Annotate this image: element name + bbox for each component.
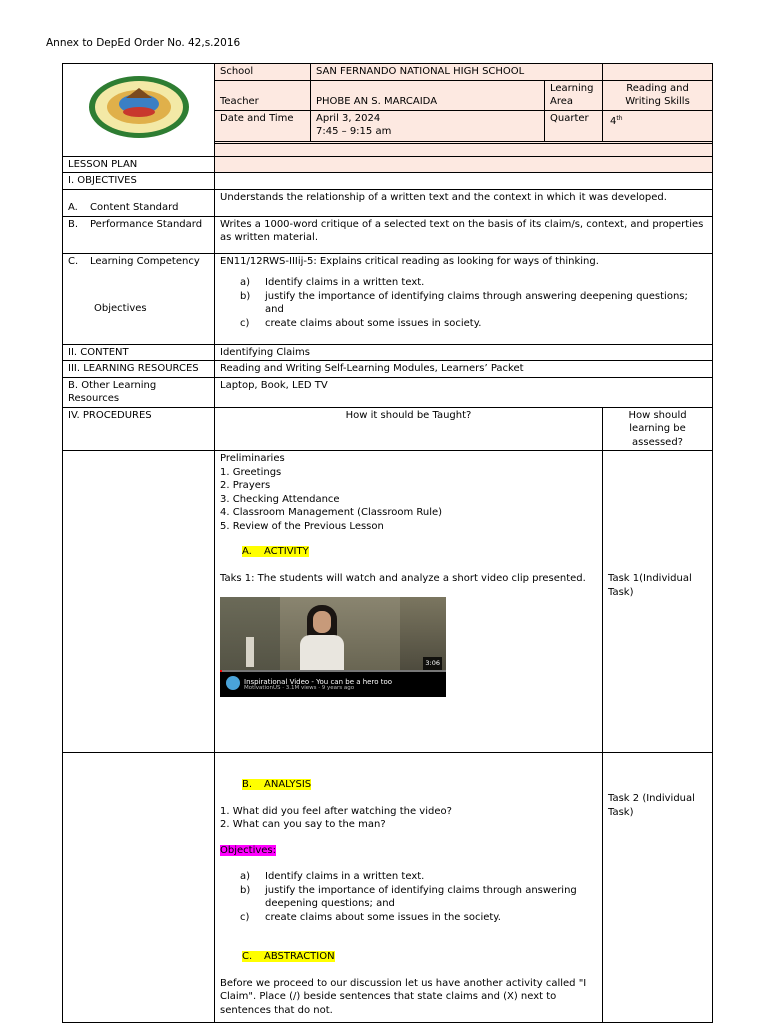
activity-heading: A. ACTIVITY	[242, 546, 309, 557]
content-standard-text: Understands the relationship of a written text and the context in which it was developed.	[215, 189, 713, 216]
date-time-cell	[311, 110, 545, 141]
quarter-value: 4	[610, 115, 617, 127]
step-item: 3. Checking Attendance	[220, 493, 340, 505]
quarter-cell	[603, 110, 713, 141]
procedure-block-1	[215, 451, 603, 753]
step-item: 4. Classroom Management (Classroom Rule)	[220, 507, 443, 518]
abstraction-heading: C. ABSTRACTION	[242, 951, 335, 962]
date-label: Date and Time	[215, 110, 311, 141]
annex-header: Annex to DepEd Order No. 42,s.2016	[46, 37, 241, 49]
blank-cell	[603, 64, 713, 81]
question-item: 2. What can you say to the man?	[220, 819, 386, 830]
learning-area-label: Learning Area	[545, 80, 603, 110]
abstraction-text: Before we proceed to our discussion let us have another activity called "I Claim". Place (/) beside sentences that state claims and (X) next to sentences that do not.	[220, 977, 587, 1016]
preliminaries-label: Preliminaries	[220, 453, 285, 464]
objectives-highlight: Objectives:	[220, 844, 276, 856]
objectives-label: Objectives	[94, 303, 147, 314]
content-label: II. CONTENT	[63, 344, 215, 361]
how-assessed-heading: How should learning be assessed?	[603, 407, 713, 451]
objective-list	[220, 276, 707, 330]
task-1-text: Taks 1: The students will watch and analyze a short video clip presented.	[220, 572, 586, 584]
lesson-plan-label: LESSON PLAN	[63, 156, 215, 173]
learning-area-value: Reading and Writing Skills	[603, 80, 713, 110]
analysis-heading: B. ANALYSIS	[242, 779, 312, 790]
objective-list-2	[220, 870, 597, 924]
other-resources-label: B. Other Learning Resources	[63, 377, 215, 407]
question-item: 1. What did you feel after watching the video?	[220, 805, 452, 817]
content-standard-label: A. Content Standard	[63, 189, 215, 216]
video-title[interactable]: Inspirational Video - You can be a hero too	[244, 678, 393, 686]
school-label: School	[215, 64, 311, 81]
how-taught-heading: How it should be Taught?	[215, 407, 603, 451]
step-item: 1. Greetings	[220, 466, 282, 478]
objective-item: c) create claims about some issues in society.	[240, 317, 482, 329]
date-value: April 3, 2024	[316, 112, 381, 124]
performance-standard-label: B. Performance Standard	[63, 216, 215, 253]
quarter-sup: th	[616, 114, 623, 122]
school-value: SAN FERNANDO NATIONAL HIGH SCHOOL	[311, 64, 603, 81]
objective-item: b) justify the importance of identifying claims through answering deepening questions; and	[240, 290, 688, 315]
division-seal-logo	[86, 74, 192, 140]
resources-label: III. LEARNING RESOURCES	[63, 361, 215, 378]
objective-item: a) Identify claims in a written text.	[240, 871, 425, 882]
task-2-assessment: Task 2 (Individual Task)	[603, 753, 713, 1023]
competency-cell	[215, 253, 713, 344]
step-item: 5. Review of the Previous Lesson	[220, 520, 384, 532]
teacher-value: PHOBE AN S. MARCAIDA	[311, 80, 545, 110]
objective-item: c) create claims about some issues in the society.	[240, 911, 501, 923]
objective-item: a) Identify claims in a written text.	[240, 277, 425, 288]
video-thumbnail[interactable]	[220, 597, 446, 697]
competency-text: EN11/12RWS-IIIij-5: Explains critical reading as looking for ways of thinking.	[220, 255, 599, 267]
video-meta: MotivationUS · 3.1M views · 9 years ago	[244, 684, 355, 691]
content-value: Identifying Claims	[215, 344, 713, 361]
channel-avatar-icon[interactable]	[226, 676, 240, 690]
quarter-label: Quarter	[545, 110, 603, 141]
objective-item: b) justify the importance of identifying claims through answering deepening questions; and	[240, 884, 577, 909]
step-item: 2. Prayers	[220, 480, 271, 491]
objectives-heading: I. OBJECTIVES	[63, 173, 215, 190]
video-duration: 3:06	[423, 657, 442, 671]
lesson-plan-table	[62, 63, 713, 1023]
task-1-assessment: Task 1(Individual Task)	[603, 451, 713, 753]
procedures-label: IV. PROCEDURES	[63, 407, 215, 451]
performance-standard-text: Writes a 1000-word critique of a selected text on the basis of its claim/s, context, and properties as written material.	[215, 216, 713, 253]
time-value: 7:45 – 9:15 am	[316, 126, 392, 137]
resources-value: Reading and Writing Self-Learning Modules, Learners’ Packet	[215, 361, 713, 378]
procedure-block-2	[215, 753, 603, 1023]
logo-cell	[63, 64, 215, 157]
teacher-label: Teacher	[215, 80, 311, 110]
other-resources-value: Laptop, Book, LED TV	[215, 377, 713, 407]
learning-competency-label: C. Learning Competency Objectives	[63, 253, 215, 344]
